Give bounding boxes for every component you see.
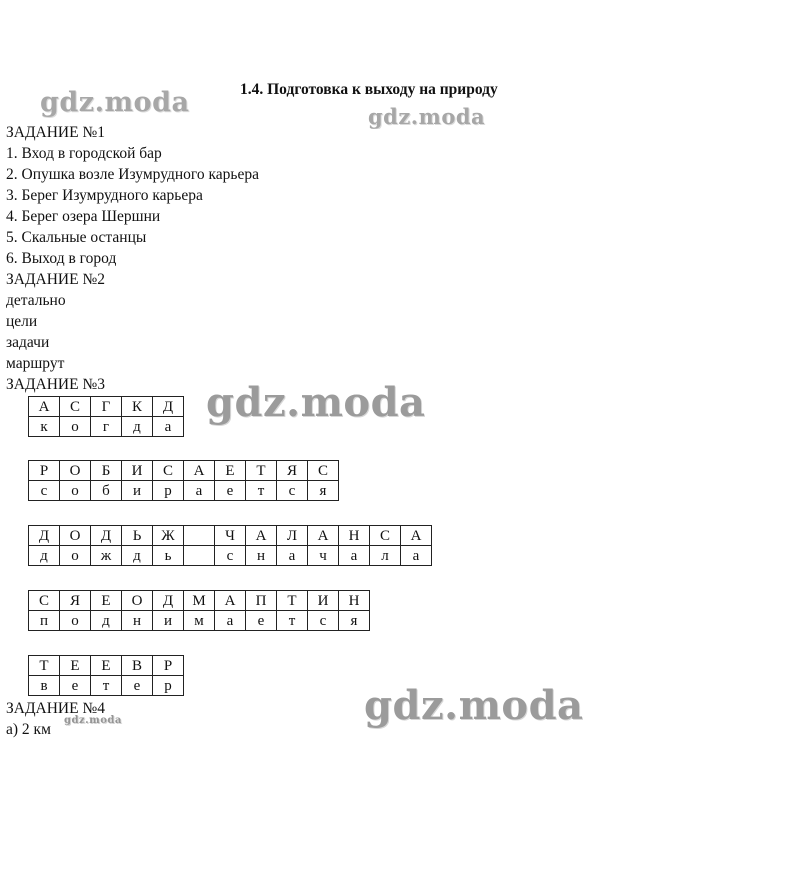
answer-letter-cell: о (60, 417, 91, 437)
answer-letter-cell: с (29, 481, 60, 501)
answer-letter-cell: и (122, 481, 153, 501)
scrambled-letter-cell: Ч (215, 526, 246, 546)
scrambled-letter-cell: С (153, 461, 184, 481)
scrambled-letter-cell: К (122, 397, 153, 417)
scrambled-letter-cell: С (60, 397, 91, 417)
answer-letter-cell: с (308, 611, 339, 631)
scrambled-letter-cell: Б (91, 461, 122, 481)
scrambled-letter-cell: С (370, 526, 401, 546)
answer-letter-cell: е (215, 481, 246, 501)
scrambled-letter-cell: С (29, 591, 60, 611)
scrambled-row (29, 591, 370, 611)
scrambled-letter-cell: Е (91, 656, 122, 676)
watermark-logo: gdz.moda (368, 104, 486, 129)
answer-letter-cell: д (122, 546, 153, 566)
answer-letter-cell: а (339, 546, 370, 566)
answer-letter-cell: о (60, 481, 91, 501)
scrambled-row (29, 461, 339, 481)
answer-letter-cell: а (184, 481, 215, 501)
answer-letter-cell: ь (153, 546, 184, 566)
scrambled-letter-cell: И (122, 461, 153, 481)
scrambled-letter-cell: Т (277, 591, 308, 611)
answer-letter-cell: е (246, 611, 277, 631)
answer-letter-cell: м (184, 611, 215, 631)
scrambled-letter-cell: О (122, 591, 153, 611)
task2-item: цели (6, 313, 38, 330)
answer-letter-cell: и (153, 611, 184, 631)
watermark-logo: gdz.moda (206, 379, 426, 426)
answer-row (29, 676, 184, 696)
scrambled-letter-cell: Е (215, 461, 246, 481)
task1-item: 1. Вход в городской бар (6, 145, 162, 162)
answer-row (29, 417, 184, 437)
answer-letter-cell: я (339, 611, 370, 631)
answer-letter-cell: с (215, 546, 246, 566)
scrambled-letter-cell: Л (277, 526, 308, 546)
answer-letter-cell: г (91, 417, 122, 437)
word-puzzle-table (28, 525, 432, 566)
scrambled-row (29, 397, 184, 417)
scrambled-letter-cell: Р (153, 656, 184, 676)
scrambled-letter-cell: Я (60, 591, 91, 611)
word-puzzle-table (28, 655, 184, 696)
task4-item: а) 2 км (6, 721, 51, 738)
scrambled-letter-cell: Д (29, 526, 60, 546)
scrambled-letter-cell: Т (29, 656, 60, 676)
scrambled-letter-cell (184, 526, 215, 546)
answer-letter-cell: а (277, 546, 308, 566)
answer-letter-cell: т (91, 676, 122, 696)
scrambled-letter-cell: А (29, 397, 60, 417)
task1-heading: ЗАДАНИЕ №1 (6, 124, 105, 141)
answer-letter-cell (184, 546, 215, 566)
scrambled-letter-cell: Р (29, 461, 60, 481)
word-puzzle-table (28, 396, 184, 437)
answer-letter-cell: т (246, 481, 277, 501)
answer-letter-cell: о (60, 546, 91, 566)
scrambled-letter-cell: О (60, 526, 91, 546)
answer-letter-cell: а (215, 611, 246, 631)
answer-row (29, 546, 432, 566)
task1-item: 6. Выход в город (6, 250, 117, 267)
scrambled-letter-cell: Ь (122, 526, 153, 546)
task1-item: 4. Берег озера Шершни (6, 208, 161, 225)
scrambled-letter-cell: Я (277, 461, 308, 481)
task1-item: 5. Скальные останцы (6, 229, 147, 246)
answer-letter-cell: в (29, 676, 60, 696)
answer-letter-cell: д (122, 417, 153, 437)
scrambled-letter-cell: В (122, 656, 153, 676)
scrambled-letter-cell: Т (246, 461, 277, 481)
word-puzzle-table (28, 460, 339, 501)
scrambled-letter-cell: О (60, 461, 91, 481)
scrambled-letter-cell: М (184, 591, 215, 611)
answer-letter-cell: б (91, 481, 122, 501)
scrambled-letter-cell: Ж (153, 526, 184, 546)
scrambled-letter-cell: П (246, 591, 277, 611)
answer-letter-cell: с (277, 481, 308, 501)
answer-letter-cell: л (370, 546, 401, 566)
answer-row (29, 611, 370, 631)
watermark-logo: gdz.moda (40, 87, 190, 118)
scrambled-letter-cell: Д (153, 591, 184, 611)
answer-letter-cell: р (153, 481, 184, 501)
task1-item: 2. Опушка возле Изумрудного карьера (6, 166, 259, 183)
answer-letter-cell: п (29, 611, 60, 631)
word-puzzle-table (28, 590, 370, 631)
answer-letter-cell: н (122, 611, 153, 631)
answer-letter-cell: д (29, 546, 60, 566)
answer-letter-cell: а (153, 417, 184, 437)
page-title: 1.4. Подготовка к выходу на природу (240, 81, 498, 98)
task2-item: маршрут (6, 355, 65, 372)
answer-letter-cell: н (246, 546, 277, 566)
task2-item: детально (6, 292, 66, 309)
scrambled-letter-cell: Н (339, 591, 370, 611)
answer-letter-cell: о (60, 611, 91, 631)
scrambled-letter-cell: Е (91, 591, 122, 611)
scrambled-letter-cell: А (184, 461, 215, 481)
scrambled-letter-cell: А (308, 526, 339, 546)
answer-letter-cell: ч (308, 546, 339, 566)
scrambled-letter-cell: Д (153, 397, 184, 417)
scrambled-letter-cell: С (308, 461, 339, 481)
scrambled-letter-cell: Е (60, 656, 91, 676)
answer-letter-cell: ж (91, 546, 122, 566)
answer-letter-cell: е (60, 676, 91, 696)
answer-letter-cell: т (277, 611, 308, 631)
answer-letter-cell: к (29, 417, 60, 437)
watermark-logo: gdz.moda (64, 715, 122, 726)
scrambled-letter-cell: А (246, 526, 277, 546)
answer-letter-cell: а (401, 546, 432, 566)
scrambled-letter-cell: А (215, 591, 246, 611)
watermark-logo: gdz.moda (364, 682, 584, 729)
answer-row (29, 481, 339, 501)
answer-letter-cell: д (91, 611, 122, 631)
scrambled-letter-cell: И (308, 591, 339, 611)
answer-letter-cell: е (122, 676, 153, 696)
scrambled-letter-cell: А (401, 526, 432, 546)
answer-letter-cell: р (153, 676, 184, 696)
answer-letter-cell: я (308, 481, 339, 501)
task2-heading: ЗАДАНИЕ №2 (6, 271, 105, 288)
scrambled-letter-cell: Г (91, 397, 122, 417)
task1-item: 3. Берег Изумрудного карьера (6, 187, 203, 204)
task2-item: задачи (6, 334, 50, 351)
scrambled-row (29, 656, 184, 676)
scrambled-letter-cell: Н (339, 526, 370, 546)
task4-heading: ЗАДАНИЕ №4 (6, 700, 105, 717)
scrambled-letter-cell: Д (91, 526, 122, 546)
scrambled-row (29, 526, 432, 546)
task3-heading: ЗАДАНИЕ №3 (6, 376, 105, 393)
